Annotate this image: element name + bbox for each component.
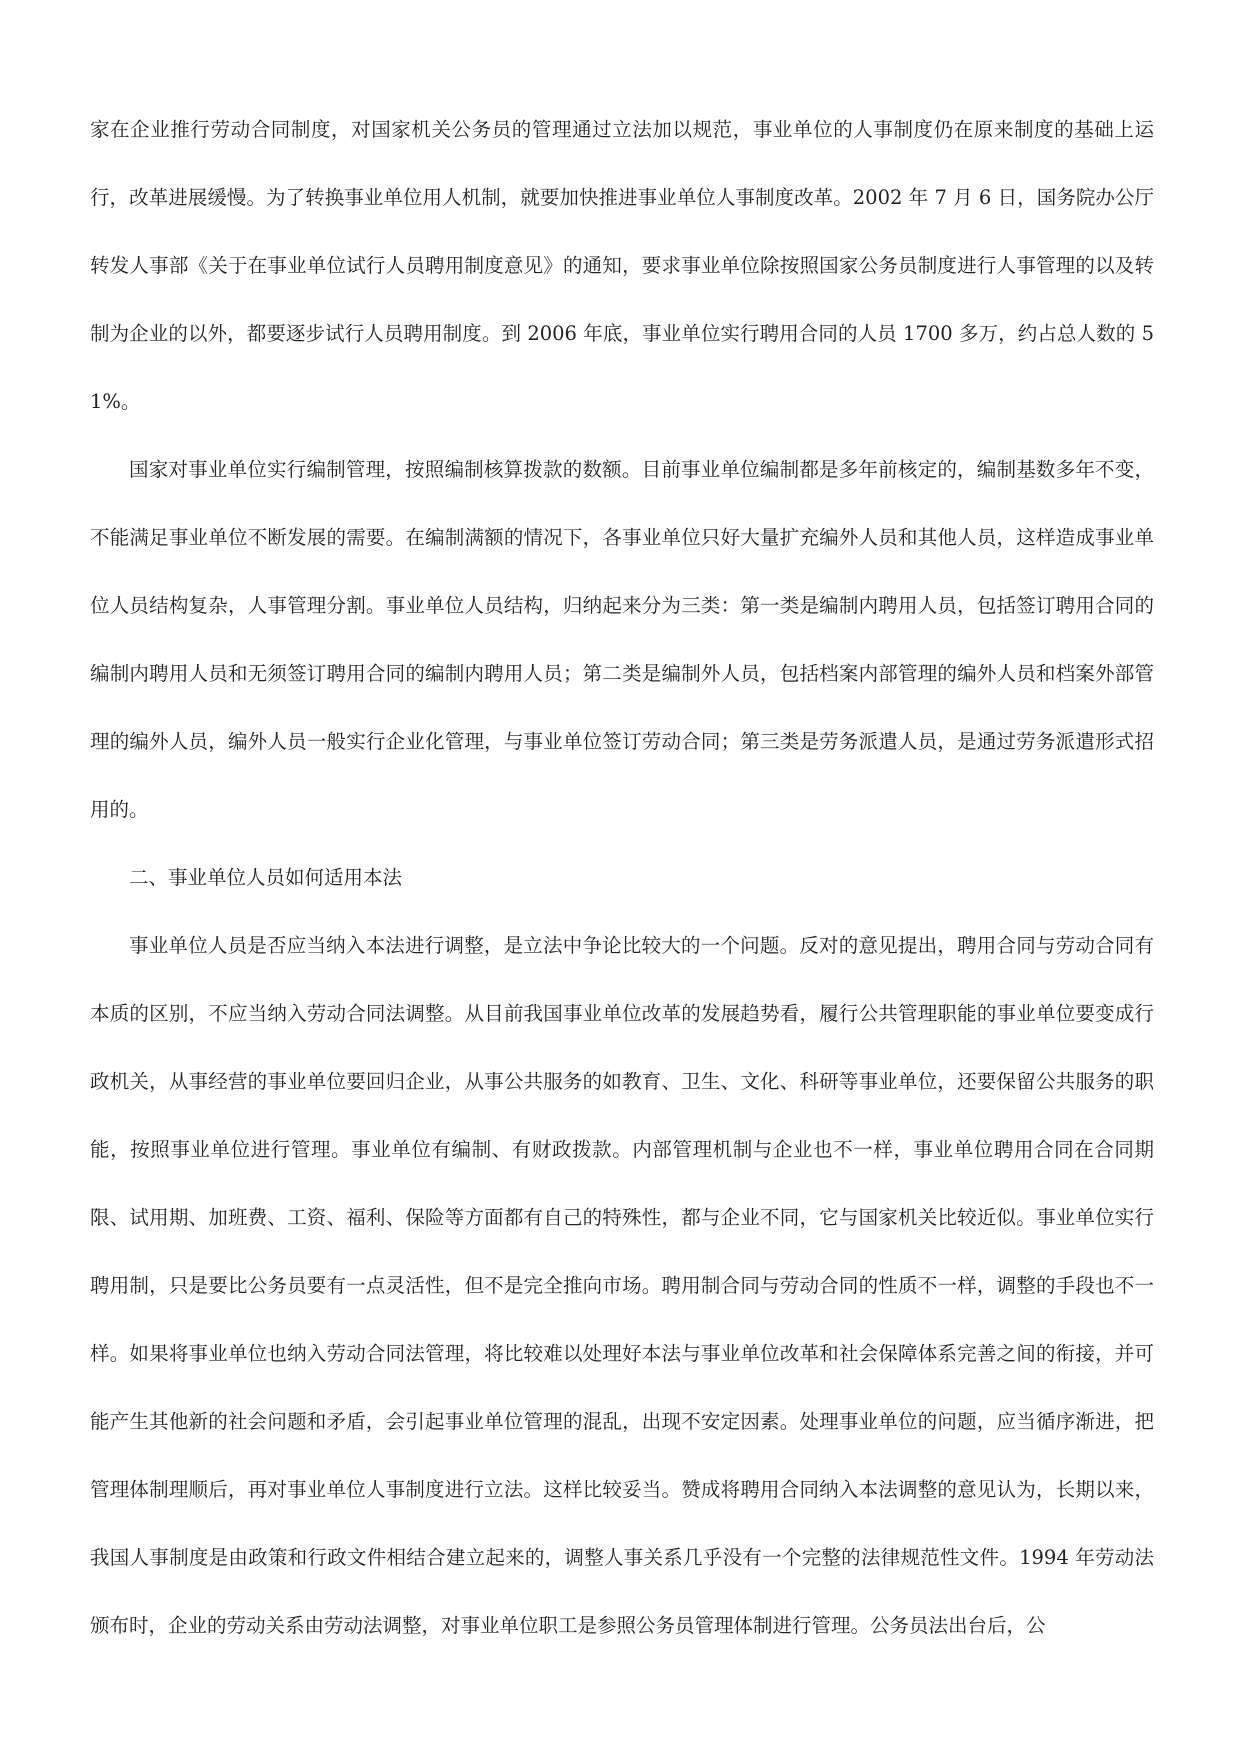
paragraph: 国家对事业单位实行编制管理，按照编制核算拨款的数额。目前事业单位编制都是多年前核定的，编制基数多年不变，不能满足事业单位不断发展的需要。在编制满额的情况下，各事业单位只好大量扩充编外人员和其他人员，这样造成事业单位人员结构复杂，人事管理分割。事业单位人员结构，归纳起来分为三类：第一类是编制内聘用人员，包括签订聘用合同的编制内聘用人员和无须签订聘用合同的编制内聘用人员；第二类是编制外人员，包括档案内部管理的编外人员和档案外部管理的编外人员，编外人员一般实行企业化管理，与事业单位签订劳动合同；第三类是劳务派遣人员，是通过劳务派遣形式招用的。 xyxy=(90,458,1154,821)
paragraph: 事业单位人员是否应当纳入本法进行调整，是立法中争论比较大的一个问题。反对的意见提出，聘用合同与劳动合同有本质的区别，不应当纳入劳动合同法调整。从目前我国事业单位改革的发展趋势看，履行公共管理职能的事业单位要变成行政机关，从事经营的事业单位要回归企业，从事公共服务的如教育、卫生、文化、科研等事业单位，还要保留公共服务的职能，按照事业单位进行管理。事业单位有编制、有财政拨款。内部管理机制与企业也不一样，事业单位聘用合同在合同期限、试用期、加班费、工资、福利、保险等方面都有自己的特殊性，都与企业不同，它与国家机关比较近似。事业单位实行聘用制，只是要比公务员要有一点灵活性，但不是完全推向市场。聘用制合同与劳动合同的性质不一样，调整的手段也不一样。如果将事业单位也纳入劳动合同法管理，将比较难以处理好本法与事业单位改革和社会保障体系完善之间的衔接，并可能产生其他新的社会问题和矛盾，会引起事业单位管理的混乱，出现不安定因素。处理事业单位的问题，应当循序渐进，把管理体制理顺后，再对事业单位人事制度进行立法。这样比较妥当。赞成将聘用合同纳入本法调整的意见认为，长期以来，我国人事制度是由政策和行政文件相结合建立起来的，调整人事关系几乎没有一个完整的法律规范性文件。1994 年劳动法颁布时，企业的劳动关系由劳动法调整，对事业单位职工是参照公务员管理体制进行管理。公务员法出台后，公 xyxy=(90,934,1154,1637)
section-heading: 二、事业单位人员如何适用本法 xyxy=(129,866,403,889)
paragraph: 家在企业推行劳动合同制度，对国家机关公务员的管理通过立法加以规范，事业单位的人事制度仍在原来制度的基础上运行，改革进展缓慢。为了转换事业单位用人机制，就要加快推进事业单位人事制度改革。2002 年 7 月 6 日，国务院办公厅转发人事部《关于在事业单位试行人员聘用制度意见》的通知，要求事业单位除按照国家公务员制度进行人事管理的以及转制为企业的以外，都要逐步试行人员聘用制度。到 2006 年底，事业单位实行聘用合同的人员 1700 多万，约占总人数的 51%。 xyxy=(90,118,1154,413)
